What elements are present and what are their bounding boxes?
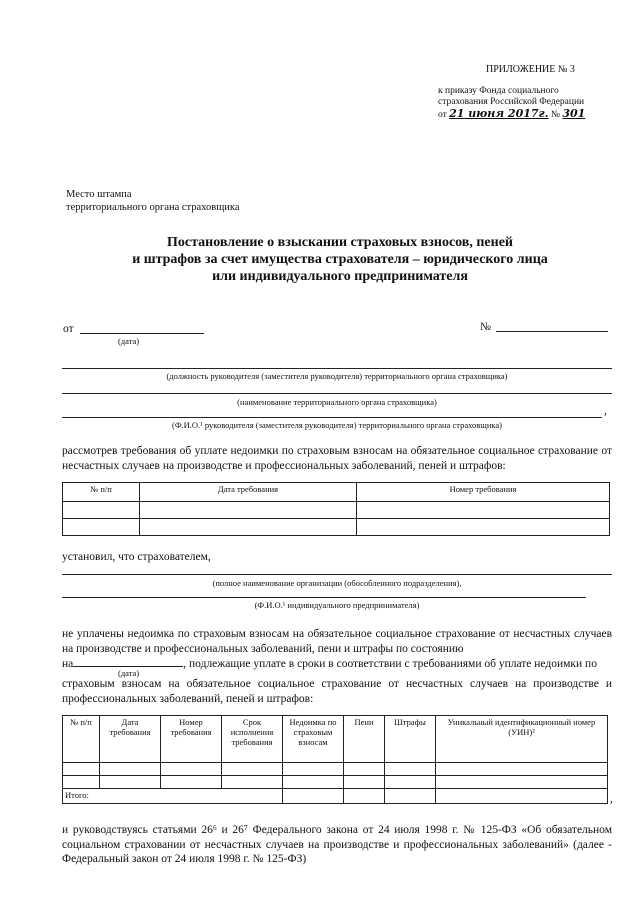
date-field[interactable] <box>80 333 204 334</box>
table2-col-deadline: Срок исполнения требования <box>222 716 283 763</box>
table-cell[interactable] <box>357 502 610 519</box>
table-row <box>63 776 608 789</box>
unpaid-date-field[interactable] <box>73 655 183 667</box>
title-line1: Постановление о взыскании страховых взносов, пеней <box>166 235 513 250</box>
table2-col-penalty: Пени <box>344 716 385 763</box>
org-name-caption: (полное наименование организации (обособленного подразделения), <box>212 578 462 588</box>
order-date-row <box>438 108 628 121</box>
table1-header <box>63 483 610 502</box>
table-cell[interactable] <box>283 789 344 804</box>
table-cell[interactable] <box>63 519 140 536</box>
order-line2: страхования Российской Федерации <box>438 97 585 107</box>
entrepreneur-fio-field[interactable] <box>62 597 586 598</box>
order-reference <box>438 86 628 121</box>
table-cell[interactable] <box>140 519 357 536</box>
stamp-line1: Место штампа <box>66 189 132 200</box>
table-cell[interactable] <box>344 776 385 789</box>
appendix-label: ПРИЛОЖЕНИЕ № 3 <box>486 64 575 75</box>
table-cell[interactable] <box>344 763 385 776</box>
table-cell[interactable] <box>436 763 608 776</box>
fio-field[interactable] <box>62 417 602 418</box>
unpaid-date-caption: (дата) <box>118 668 140 678</box>
table-cell[interactable] <box>436 789 608 804</box>
table-cell[interactable] <box>100 763 161 776</box>
guided-text: и руководствуясь статьями 26⁶ и 26⁷ Федерального закона от 24 июля 1998 г. № 125-ФЗ «Об обязательном социальном страховании от несчастных случаев на производстве и профессиональных заболеваний» (далее - Федеральный закон от 24 июля 1998 г. № 125-ФЗ) <box>62 824 612 865</box>
unpaid-text3: страховым взносам на обязательное социальное страхование от несчастных случаев на производстве и профессиональных заболеваний, пеней и штрафов: <box>62 678 612 705</box>
stamp-place <box>66 188 240 214</box>
number-field[interactable] <box>496 331 608 332</box>
head-field[interactable] <box>62 368 612 369</box>
fio-caption: (Ф.И.О.¹ руководителя (заместителя руководителя) территориального органа страховщика) <box>171 420 502 430</box>
org-caption: (наименование территориального органа страховщика) <box>237 397 437 407</box>
document-title <box>70 234 610 285</box>
table-cell[interactable] <box>222 776 283 789</box>
org-field[interactable] <box>62 393 612 394</box>
table-cell[interactable] <box>436 776 608 789</box>
table-cell[interactable] <box>63 776 100 789</box>
requirements-table <box>62 482 610 536</box>
table-row <box>63 763 608 776</box>
table-cell[interactable] <box>357 519 610 536</box>
org-name-field[interactable] <box>62 574 612 575</box>
table-row <box>63 519 610 536</box>
number-label: № <box>480 321 491 333</box>
table2-col-fines: Штрафы <box>385 716 436 763</box>
total-row <box>63 789 608 804</box>
table-cell[interactable] <box>283 763 344 776</box>
from-label: от <box>63 323 74 335</box>
order-line1: к приказу Фонда социального <box>438 86 559 96</box>
table-cell[interactable] <box>100 776 161 789</box>
entrepreneur-fio-caption: (Ф.И.О.¹ индивидуального предпринимателя) <box>254 600 420 610</box>
table-cell[interactable] <box>140 502 357 519</box>
stamp-line2: территориального органа страховщика <box>66 202 240 213</box>
table1-col-date: Дата требования <box>140 483 357 502</box>
table2-col-arrears: Недоимка по страховым взносам <box>283 716 344 763</box>
table-cell[interactable] <box>344 789 385 804</box>
order-number: 301 <box>562 107 586 120</box>
title-line2: и штрафов за счет имущества страхователя – юридического лица <box>132 252 548 267</box>
debts-table <box>62 715 608 804</box>
table2-col-number: Номер требования <box>161 716 222 763</box>
table2-header <box>63 716 608 763</box>
table-cell[interactable] <box>222 763 283 776</box>
table-cell[interactable] <box>385 763 436 776</box>
table-cell[interactable] <box>385 789 436 804</box>
unpaid-line2-text: , подлежащие уплате в сроки в соответствии с требованиями об уплате недоимки по <box>183 658 597 670</box>
order-date: 21 июня 2017г. <box>449 107 549 120</box>
total-label: Итого: <box>63 789 283 804</box>
unpaid-text: не уплачены недоимка по страховым взносам на обязательное социальное страхование от несчастных случаев на производстве и профессиональных заболеваний, пени и штрафы по состоянию <box>62 628 612 655</box>
title-line3: или индивидуального предпринимателя <box>212 269 468 284</box>
table-cell[interactable] <box>161 776 222 789</box>
considered-text: рассмотрев требования об уплате недоимки по страховым взносам на обязательное социальное страхование от несчастных случаев на производстве и профессиональных заболеваний, пеней и штрафов: <box>62 445 612 472</box>
table-cell[interactable] <box>161 763 222 776</box>
table1-col-num: № п/п <box>63 483 140 502</box>
table2-col-uin: Уникальный идентификационный номер (УИН)² <box>436 716 608 763</box>
date-caption: (дата) <box>118 336 140 346</box>
unpaid-line2 <box>62 655 612 672</box>
table-cell[interactable] <box>283 776 344 789</box>
table1-col-number: Номер требования <box>357 483 610 502</box>
table-row <box>63 502 610 519</box>
table-cell[interactable] <box>63 502 140 519</box>
table2-col-num: № п/п <box>63 716 100 763</box>
established-text: установил, что страхователем, <box>62 551 211 563</box>
fio-comma: , <box>604 405 607 417</box>
order-prefix: от <box>438 110 447 120</box>
table-cell[interactable] <box>385 776 436 789</box>
unpaid-on-label: на <box>62 658 74 670</box>
table2-col-date: Дата требования <box>100 716 161 763</box>
table2-comma: , <box>610 793 613 805</box>
order-number-prefix: № <box>550 110 560 120</box>
head-caption: (должность руководителя (заместителя руководителя) территориального органа страховщика) <box>166 371 508 381</box>
table-cell[interactable] <box>63 763 100 776</box>
